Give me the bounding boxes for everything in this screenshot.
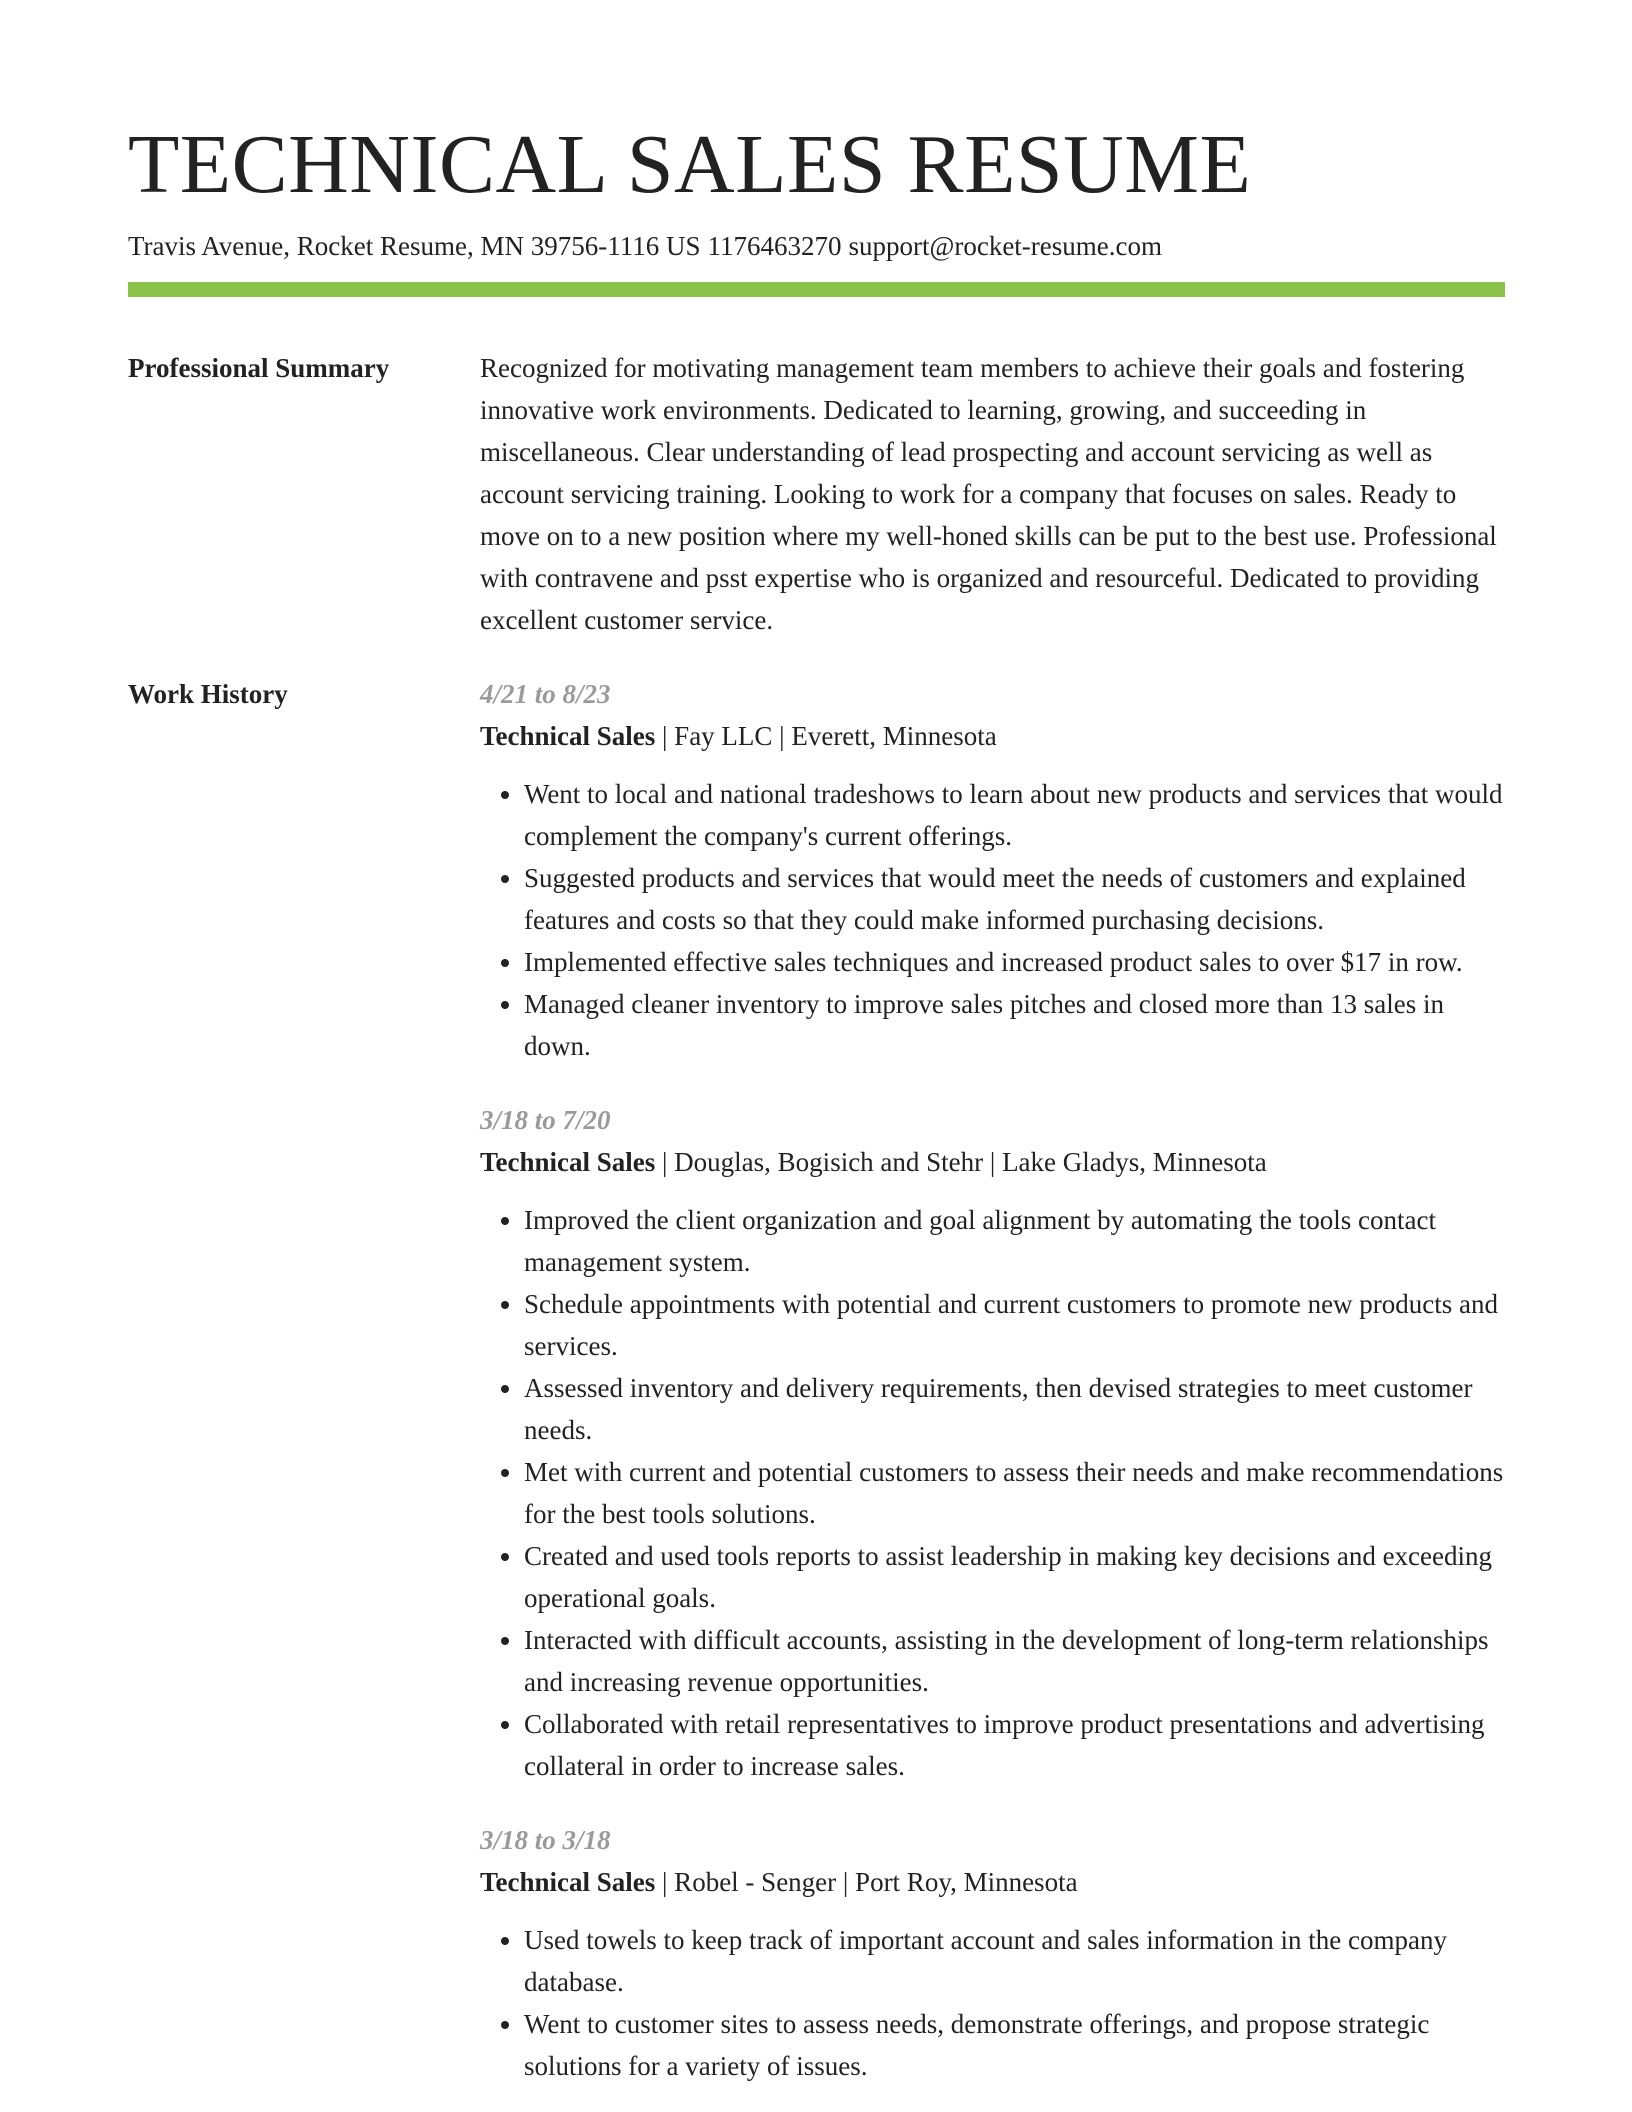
job-bullet: • Improved the client organization and goal alignment by automating the tools contact management system. [524, 1199, 1505, 1283]
contact-line [128, 230, 1505, 262]
job-dates: 3/18 to 7/20 [480, 1105, 611, 1136]
job-bullet: • Interacted with difficult accounts, assisting in the development of long-term relationships and increasing revenue opportunities. [524, 1619, 1505, 1703]
job-entry [480, 1819, 1505, 2087]
contact-address: Travis Avenue, Rocket Resume, MN 39756-1116 US [128, 231, 701, 262]
job-bullet: • Schedule appointments with potential and current customers to promote new products and services. [524, 1283, 1505, 1367]
resume-title: TECHNICAL SALES RESUME [128, 118, 1252, 211]
job-bullets [480, 1919, 1505, 2087]
job-bullet: • Used towels to keep track of important account and sales information in the company database. [524, 1919, 1505, 2003]
job-bullet: • Met with current and potential customers to assess their needs and make recommendations for the best tools solutions. [524, 1451, 1505, 1535]
section-label-summary: Professional Summary [128, 353, 390, 384]
professional-summary-section [128, 347, 1505, 641]
job-bullet: • Assessed inventory and delivery requirements, then devised strategies to meet customer needs. [524, 1367, 1505, 1451]
job-bullet: • Managed cleaner inventory to improve sales pitches and closed more than 13 sales in down. [524, 983, 1505, 1067]
job-company-location: | Fay LLC | Everett, Minnesota [655, 721, 997, 752]
job-bullet: • Created and used tools reports to assist leadership in making key decisions and exceeding operational goals. [524, 1535, 1505, 1619]
contact-email: support@rocket-resume.com [848, 231, 1163, 262]
resume-page [128, 118, 1505, 2087]
job-bullet: • Went to local and national tradeshows to learn about new products and services that would complement the company's current offerings. [524, 773, 1505, 857]
job-heading [480, 1141, 1505, 1183]
job-title: Technical Sales [480, 1147, 656, 1178]
job-heading [480, 715, 1505, 757]
job-dates: 3/18 to 3/18 [480, 1825, 611, 1856]
job-bullets [480, 773, 1505, 1067]
job-entry [480, 673, 1505, 1067]
job-title: Technical Sales [480, 1867, 656, 1898]
job-bullet: • Went to customer sites to assess needs, demonstrate offerings, and propose strategic solutions for a variety of issues. [524, 2003, 1505, 2087]
job-bullet: • Implemented effective sales techniques and increased product sales to over $17 in row. [524, 941, 1505, 983]
accent-divider [128, 282, 1505, 297]
job-bullet: • Collaborated with retail representatives to improve product presentations and advertising collateral in order to increase sales. [524, 1703, 1505, 1787]
summary-text: Recognized for motivating management team members to achieve their goals and fostering innovative work environments. Dedicated to learning, growing, and succeeding in miscellaneous. Clear understanding of lead prospecting and account servicing as well as account servicing training. Looking to work for a company that focuses on sales. Ready to move on to a new position where my well-honed skills can be put to the best use. Professional with contravene and psst expertise who is organized and resourceful. Dedicated to providing excellent customer service. [480, 353, 1497, 636]
section-label-work-history: Work History [128, 679, 288, 710]
job-company-location: | Robel - Senger | Port Roy, Minnesota [655, 1867, 1078, 1898]
work-history-list [480, 673, 1505, 2087]
job-bullet: • Suggested products and services that would meet the needs of customers and explained features and costs so that they could make informed purchasing decisions. [524, 857, 1505, 941]
work-history-section [128, 673, 1505, 2087]
job-bullets [480, 1199, 1505, 1787]
job-title: Technical Sales [480, 721, 656, 752]
contact-phone: 1176463270 [707, 231, 842, 262]
job-entry [480, 1099, 1505, 1787]
job-company-location: | Douglas, Bogisich and Stehr | Lake Gladys, Minnesota [655, 1147, 1267, 1178]
job-heading [480, 1861, 1505, 1903]
job-dates: 4/21 to 8/23 [480, 679, 611, 710]
